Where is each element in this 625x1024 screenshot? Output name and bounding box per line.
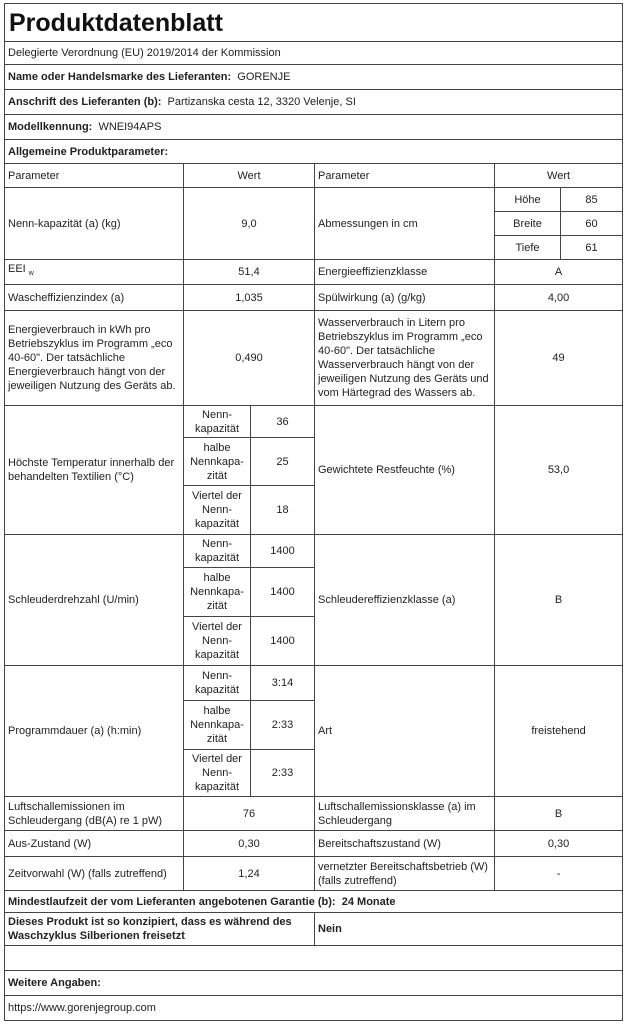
temperature-label: Höchste Temperatur innerhalb der behandelten Textilien (°C) — [5, 406, 184, 535]
model-value: WNEI94APS — [98, 121, 162, 133]
silver-value: Nein — [315, 913, 623, 946]
address-value: Partizanska cesta 12, 3320 Velenje, SI — [167, 96, 356, 108]
spin-label: Schleuderdrehzahl (U/min) — [5, 535, 184, 666]
empty-row — [5, 946, 623, 971]
spin-sub-value: 1400 — [251, 568, 315, 617]
duration-sub-value: 2:33 — [251, 750, 315, 797]
dim-label: Breite — [495, 212, 561, 236]
noise-label: Luftschallemissionen im Schleudergang (dB(A) re 1 pW) — [5, 797, 184, 831]
temp-sub-label: Viertel der Nenn-kapazität — [184, 486, 251, 535]
wash-index-value: 1,035 — [184, 285, 315, 311]
header-param: Parameter — [5, 164, 184, 188]
dim-label: Höhe — [495, 188, 561, 212]
standby-value: 0,30 — [495, 831, 623, 857]
product-datasheet — [4, 3, 623, 1021]
standby-label: Bereitschaftszustand (W) — [315, 831, 495, 857]
general-heading: Allgemeine Produktparameter: — [5, 140, 623, 164]
warranty-row — [5, 891, 623, 913]
spin-sub-label: Viertel der Nenn-kapazität — [184, 617, 251, 666]
delay-label: Zeitvorwahl (W) (falls zutreffend) — [5, 857, 184, 891]
duration-sub-label: Nenn-kapazität — [184, 666, 251, 701]
duration-sub-value: 2:33 — [251, 701, 315, 750]
rinse-label: Spülwirkung (a) (g/kg) — [315, 285, 495, 311]
header-value: Wert — [495, 164, 623, 188]
eei-value: 51,4 — [184, 260, 315, 285]
spin-sub-value: 1400 — [251, 535, 315, 568]
energy-class-label: Energieeffizienzklasse — [315, 260, 495, 285]
dim-value: 85 — [561, 188, 623, 212]
type-label: Art — [315, 666, 495, 797]
temp-sub-label: Nenn-kapazität — [184, 406, 251, 438]
header-value: Wert — [184, 164, 315, 188]
water-label: Wasserverbrauch in Litern pro Betriebszyklus im Programm „eco 40-60". Der tatsächliche Wasserverbrauch hängt von der jeweiligen Nutzung des Geräts und vom Härtegrad des Wassers ab. — [315, 311, 495, 406]
supplier-row — [5, 65, 623, 90]
address-label: Anschrift des Lieferanten (b): — [8, 96, 162, 108]
temp-sub-value: 18 — [251, 486, 315, 535]
model-row — [5, 115, 623, 140]
energy-class-value: A — [495, 260, 623, 285]
spin-sub-value: 1400 — [251, 617, 315, 666]
noise-class-label: Luftschallemissionsklasse (a) im Schleudergang — [315, 797, 495, 831]
type-value: freistehend — [495, 666, 623, 797]
further-label: Weitere Angaben: — [5, 971, 623, 996]
dim-label: Tiefe — [495, 236, 561, 260]
rinse-value: 4,00 — [495, 285, 623, 311]
off-label: Aus-Zustand (W) — [5, 831, 184, 857]
off-value: 0,30 — [184, 831, 315, 857]
further-url[interactable]: https://www.gorenjegroup.com — [5, 996, 623, 1021]
page-title: Produktdatenblatt — [5, 4, 623, 42]
network-value: - — [495, 857, 623, 891]
moisture-value: 53,0 — [495, 406, 623, 535]
eei-label: EEI $_w$ — [5, 260, 184, 285]
spin-class-label: Schleudereffizienzklasse (a) — [315, 535, 495, 666]
dim-value: 61 — [561, 236, 623, 260]
water-value: 49 — [495, 311, 623, 406]
temp-sub-value: 36 — [251, 406, 315, 438]
spin-sub-label: halbe Nennkapa-zität — [184, 568, 251, 617]
supplier-label: Name oder Handelsmarke des Lieferanten: — [8, 71, 232, 83]
wash-index-label: Wascheffizienzindex (a) — [5, 285, 184, 311]
header-param: Parameter — [315, 164, 495, 188]
moisture-label: Gewichtete Restfeuchte (%) — [315, 406, 495, 535]
supplier-value: GORENJE — [237, 71, 291, 83]
temp-sub-label: halbe Nennkapa-zität — [184, 438, 251, 486]
network-label: vernetzter Bereitschaftsbetrieb (W) (falls zutreffend) — [315, 857, 495, 891]
model-label: Modellkennung: — [8, 121, 93, 133]
temp-sub-value: 25 — [251, 438, 315, 486]
address-row — [5, 90, 623, 115]
duration-label: Programmdauer (a) (h:min) — [5, 666, 184, 797]
energy-label: Energieverbrauch in kWh pro Betriebszyklus im Programm „eco 40-60". Der tatsächliche Energieverbrauch hängt von der jeweiligen Nutzung des Geräts ab. — [5, 311, 184, 406]
eei-sub: w — [28, 270, 34, 278]
noise-value: 76 — [184, 797, 315, 831]
spin-sub-label: Nenn-kapazität — [184, 535, 251, 568]
duration-sub-label: Viertel der Nenn-kapazität — [184, 750, 251, 797]
warranty-label: Mindestlaufzeit der vom Lieferanten angebotenen Garantie (b): — [8, 895, 336, 908]
dim-value: 60 — [561, 212, 623, 236]
warranty-value: 24 Monate — [341, 895, 396, 908]
silver-label: Dieses Produkt ist so konzipiert, dass es während des Waschzyklus Silberionen freisetzt — [5, 913, 315, 946]
spin-class-value: B — [495, 535, 623, 666]
duration-sub-value: 3:14 — [251, 666, 315, 701]
delay-value: 1,24 — [184, 857, 315, 891]
energy-value: 0,490 — [184, 311, 315, 406]
subtitle: Delegierte Verordnung (EU) 2019/2014 der Kommission — [5, 42, 623, 65]
dimensions-label: Abmessungen in cm — [315, 188, 495, 260]
capacity-label: Nenn-kapazität (a) (kg) — [5, 188, 184, 260]
noise-class-value: B — [495, 797, 623, 831]
capacity-value: 9,0 — [184, 188, 315, 260]
duration-sub-label: halbe Nennkapa-zität — [184, 701, 251, 750]
